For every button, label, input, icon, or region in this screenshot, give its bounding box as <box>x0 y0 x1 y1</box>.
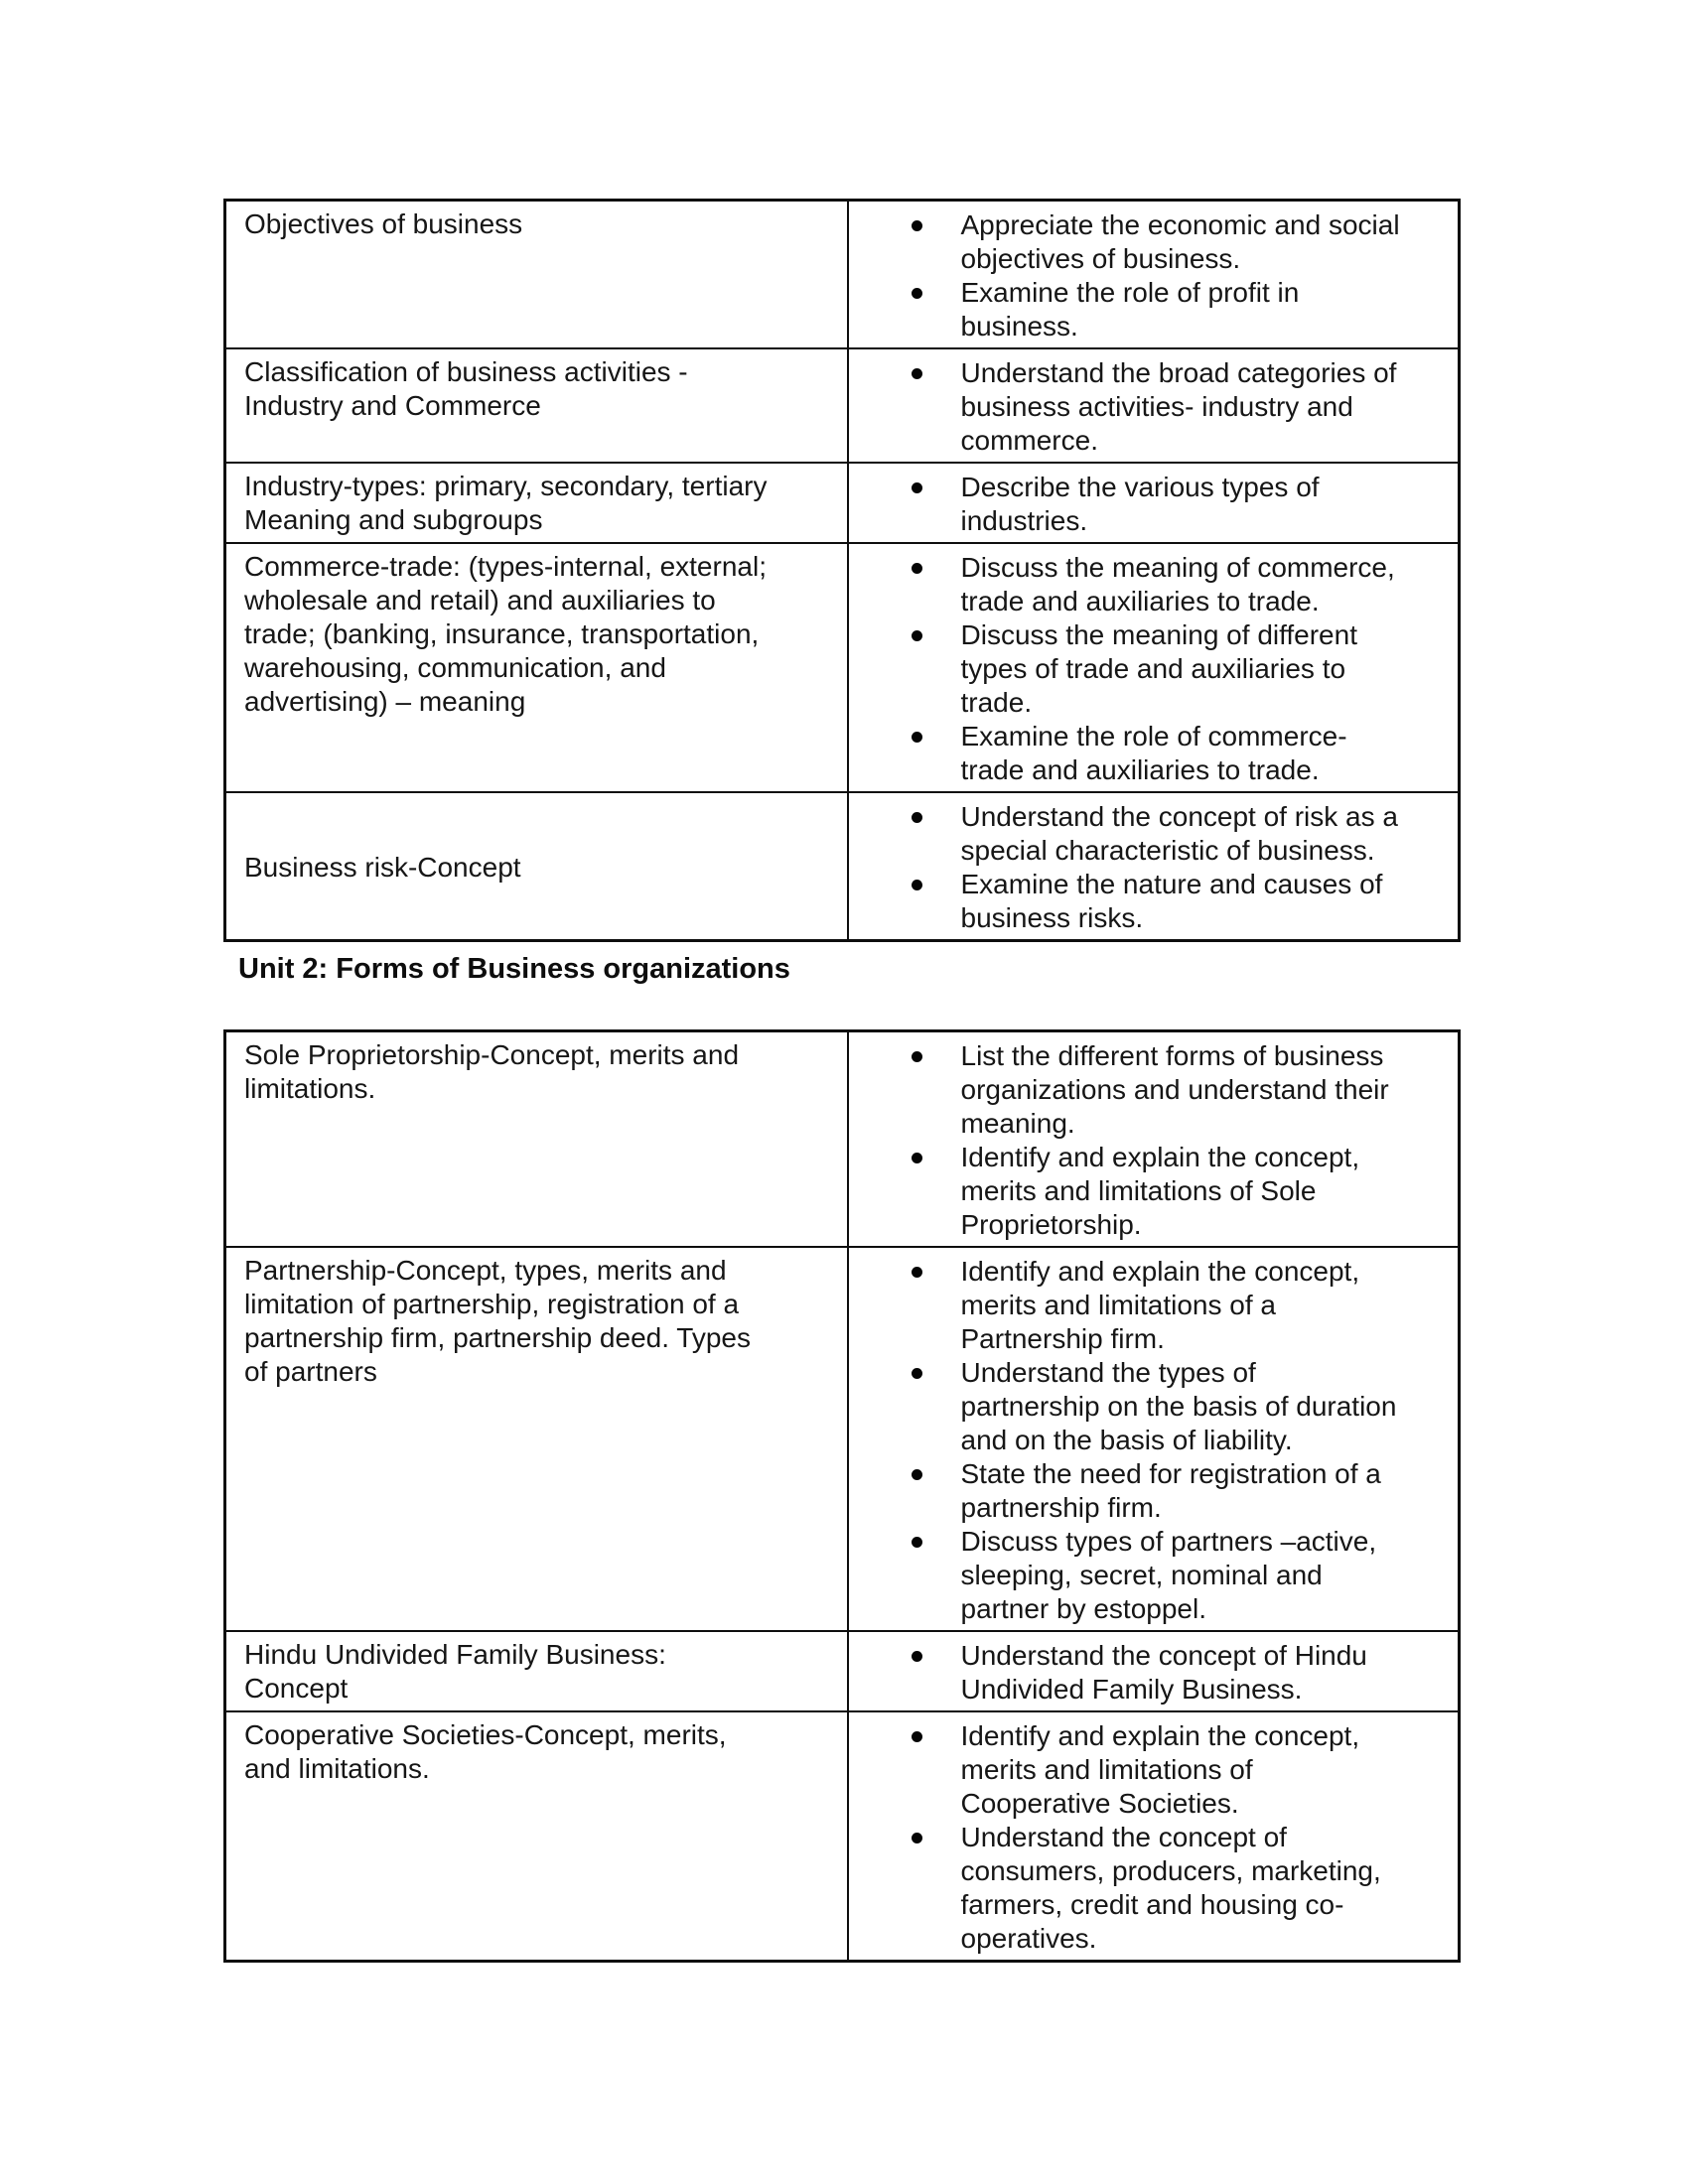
topic-cell: Sole Proprietorship-Concept, merits and limitations. <box>225 1031 848 1248</box>
table-row <box>225 792 1460 941</box>
objective-text: Identify and explain the concept, merits and limitations of Sole Proprietorship. <box>960 1142 1360 1240</box>
bullet-icon <box>912 368 922 379</box>
bullet-item <box>849 1719 1449 1821</box>
topic-cell: Business risk-Concept <box>225 792 848 941</box>
objective-text: Appreciate the economic and social objectives of business. <box>960 209 1400 274</box>
objectives-cell <box>848 543 1460 792</box>
objective-text: Examine the role of commerce- trade and auxiliaries to trade. <box>960 721 1347 785</box>
bullet-item <box>849 800 1449 868</box>
objective-text: Identify and explain the concept, merits and limitations of Cooperative Societies. <box>960 1720 1360 1819</box>
bullet-icon <box>912 288 922 299</box>
topic-cell: Hindu Undivided Family Business: Concept <box>225 1631 848 1711</box>
bullet-item <box>849 720 1449 787</box>
objective-text: Understand the concept of risk as a special characteristic of business. <box>960 801 1398 866</box>
objectives-cell <box>848 1247 1460 1631</box>
bullet-item <box>849 1141 1449 1242</box>
objective-text: Discuss the meaning of commerce, trade and auxiliaries to trade. <box>960 552 1395 616</box>
topic-cell: Industry-types: primary, secondary, tertiary Meaning and subgroups <box>225 463 848 543</box>
bullet-icon <box>912 482 922 493</box>
topic-cell: Classification of business activities - Industry and Commerce <box>225 348 848 463</box>
bullet-icon <box>912 1833 922 1843</box>
bullet-item <box>849 208 1449 276</box>
table-row <box>225 463 1460 543</box>
objective-text: Discuss the meaning of different types of trade and auxiliaries to trade. <box>960 619 1357 718</box>
objectives-cell <box>848 1031 1460 1248</box>
table-row <box>225 1631 1460 1711</box>
bullet-icon <box>912 1537 922 1548</box>
objectives-cell <box>848 463 1460 543</box>
objectives-cell <box>848 792 1460 941</box>
table-row <box>225 348 1460 463</box>
bullet-icon <box>912 1153 922 1163</box>
bullet-item <box>849 551 1449 618</box>
table-row <box>225 1711 1460 1962</box>
objectives-cell <box>848 1631 1460 1711</box>
topic-cell: Commerce-trade: (types-internal, external; wholesale and retail) and auxiliaries to trade; (banking, insurance, transportation, warehousing, communication, and advertising) – meaning <box>225 543 848 792</box>
objective-text: Understand the broad categories of business activities- industry and commerce. <box>960 357 1397 456</box>
bullet-item <box>849 1525 1449 1626</box>
objective-text: Describe the various types of industries. <box>960 472 1320 536</box>
bullet-icon <box>912 1267 922 1278</box>
objectives-cell <box>848 1711 1460 1962</box>
bullet-item <box>849 1356 1449 1457</box>
bullet-item <box>849 471 1449 538</box>
objectives-cell <box>848 201 1460 349</box>
bullet-icon <box>912 732 922 743</box>
objective-text: Identify and explain the concept, merits and limitations of a Partnership firm. <box>960 1256 1360 1354</box>
objective-text: Examine the nature and causes of business risks. <box>960 869 1383 933</box>
topic-cell: Objectives of business <box>225 201 848 349</box>
bullet-icon <box>912 630 922 641</box>
bullet-icon <box>912 563 922 574</box>
bullet-icon <box>912 220 922 231</box>
bullet-icon <box>912 1368 922 1379</box>
unit2-syllabus-table <box>223 1029 1461 1963</box>
unit1-syllabus-table <box>223 199 1461 942</box>
bullet-item <box>849 1039 1449 1141</box>
topic-cell: Cooperative Societies-Concept, merits, and limitations. <box>225 1711 848 1962</box>
unit2-heading: Unit 2: Forms of Business organizations <box>238 953 790 985</box>
objectives-cell <box>848 348 1460 463</box>
bullet-item <box>849 868 1449 935</box>
bullet-item <box>849 1639 1449 1706</box>
bullet-item <box>849 1821 1449 1956</box>
bullet-icon <box>912 812 922 823</box>
bullet-icon <box>912 1731 922 1742</box>
objective-text: Understand the concept of Hindu Undivided Family Business. <box>960 1640 1367 1705</box>
bullet-item <box>849 1457 1449 1525</box>
bullet-icon <box>912 1469 922 1480</box>
objective-text: Understand the concept of consumers, producers, marketing, farmers, credit and housing co- operatives. <box>960 1822 1381 1954</box>
objective-text: Understand the types of partnership on the basis of duration and on the basis of liability. <box>960 1357 1397 1455</box>
bullet-item <box>849 276 1449 343</box>
bullet-item <box>849 1255 1449 1356</box>
bullet-icon <box>912 880 922 890</box>
objective-text: State the need for registration of a partnership firm. <box>960 1458 1381 1523</box>
objective-text: Discuss types of partners –active, sleeping, secret, nominal and partner by estoppel. <box>960 1526 1377 1624</box>
table-row <box>225 1247 1460 1631</box>
bullet-icon <box>912 1051 922 1062</box>
bullet-item <box>849 356 1449 458</box>
topic-cell: Partnership-Concept, types, merits and limitation of partnership, registration of a partnership firm, partnership deed. Types of partners <box>225 1247 848 1631</box>
objective-text: Examine the role of profit in business. <box>960 277 1300 341</box>
table-row <box>225 201 1460 349</box>
bullet-icon <box>912 1651 922 1662</box>
table-row <box>225 543 1460 792</box>
bullet-item <box>849 618 1449 720</box>
objective-text: List the different forms of business organizations and understand their meaning. <box>960 1040 1389 1139</box>
table-row <box>225 1031 1460 1248</box>
